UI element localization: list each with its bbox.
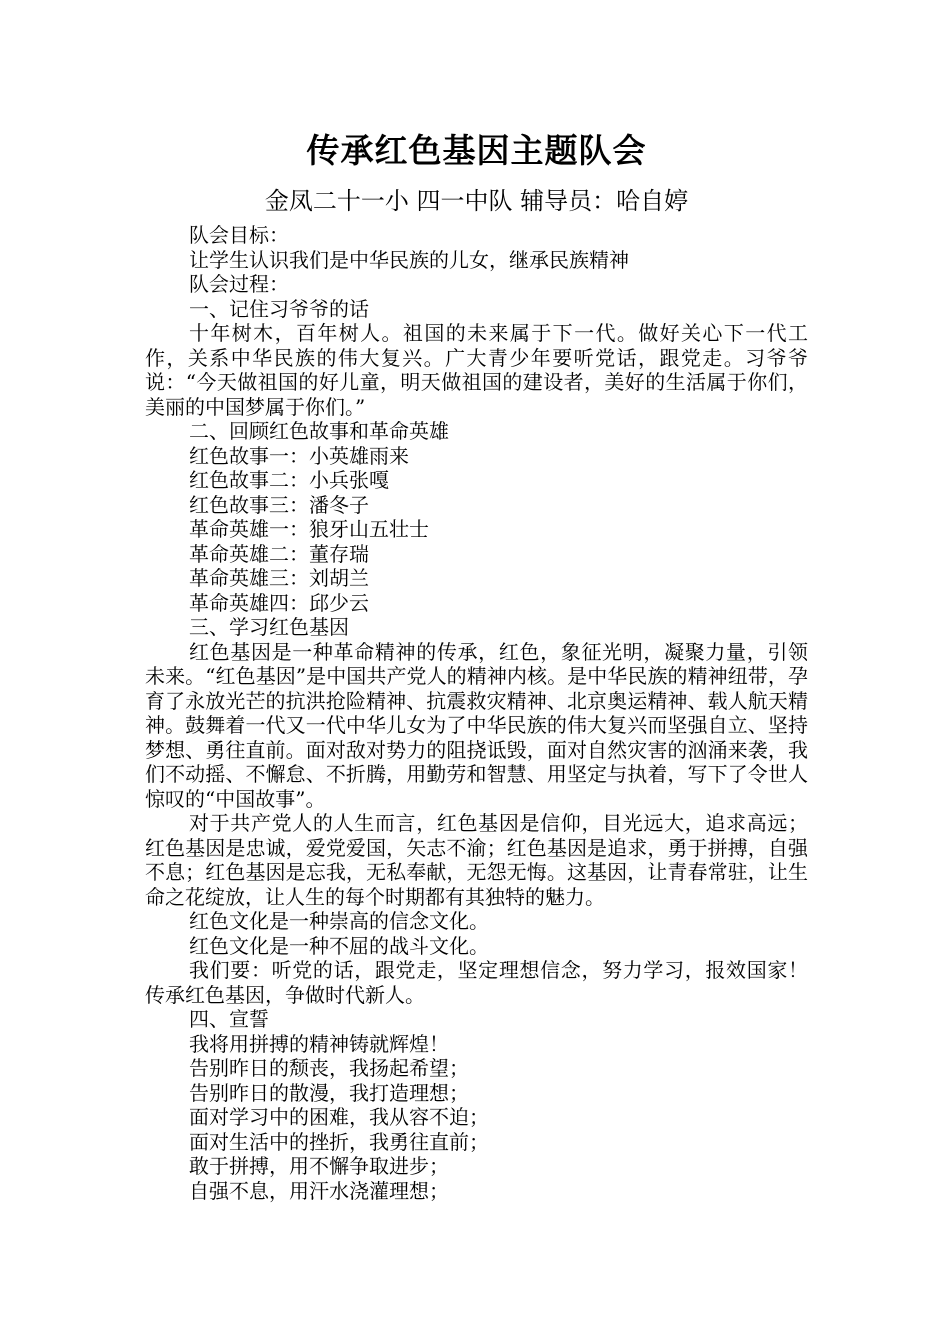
body-paragraph: 革命英雄三：刘胡兰 xyxy=(189,566,369,590)
document-body xyxy=(145,223,808,1203)
body-paragraph: 我们要：听党的话，跟党走，坚定理想信念，努力学习，报效国家！传承红色基因，争做时代新人。 xyxy=(145,958,808,1007)
body-paragraph: 革命英雄一：狼牙山五壮士 xyxy=(189,517,429,541)
document-title: 传承红色基因主题队会 xyxy=(306,131,647,170)
body-paragraph: 红色文化是一种不屈的战斗文化。 xyxy=(189,933,489,958)
body-paragraph: 革命英雄四：邱少云 xyxy=(189,590,369,615)
body-paragraph: 十年树木，百年树人。祖国的未来属于下一代。做好关心下一代工作，关系中华民族的伟大复兴。广大青少年要听党话，跟党走。习爷爷说：“今天做祖国的好儿童，明天做祖国的建设者，美好的生活属于你们，美丽的中国梦属于你们。” xyxy=(145,321,808,419)
body-paragraph: 面对生活中的挫折，我勇往直前； xyxy=(189,1129,489,1154)
body-paragraph: 一、记住习爷爷的话 xyxy=(189,296,369,321)
body-paragraph: 让学生认识我们是中华民族的儿女，继承民族精神 xyxy=(189,247,629,272)
body-paragraph: 三、学习红色基因 xyxy=(189,615,349,639)
body-paragraph: 红色故事二：小兵张嘎 xyxy=(189,468,389,492)
body-paragraph: 队会过程： xyxy=(189,272,289,296)
body-paragraph: 告别昨日的颓丧，我扬起希望； xyxy=(189,1056,469,1080)
body-paragraph: 自强不息，用汗水浇灌理想； xyxy=(189,1178,449,1203)
body-paragraph: 敢于拼搏，用不懈争取进步； xyxy=(189,1154,449,1178)
body-paragraph: 队会目标： xyxy=(189,223,289,247)
body-paragraph: 告别昨日的散漫，我打造理想； xyxy=(189,1080,469,1105)
body-paragraph: 对于共产党人的人生而言，红色基因是信仰，目光远大，追求高远；红色基因是忠诚，爱党爱国，矢志不渝；红色基因是追求，勇于拼搏，自强不息；红色基因是忘我，无私奉献，无怨无悔。这基因，让青春常驻，让生命之花绽放，让人生的每个时期都有其独特的魅力。 xyxy=(145,811,808,909)
body-paragraph: 红色基因是一种革命精神的传承，红色，象征光明，凝聚力量，引领未来。“红色基因”是中国共产党人的精神内核。是中华民族的精神纽带，孕育了永放光芒的抗洪抢险精神、抗震救灾精神、北京奥运精神、载人航天精神。鼓舞着一代又一代中华儿女为了中华民族的伟大复兴而坚强自立、坚持梦想、勇往直前。面对敌对势力的阻挠诋毁，面对自然灾害的汹涌来袭，我们不动摇、不懈怠、不折腾，用勤劳和智慧、用坚定与执着，写下了令世人惊叹的“中国故事”。 xyxy=(145,639,808,811)
body-paragraph: 四、宣誓 xyxy=(189,1007,269,1031)
document-subtitle: 金凤二十一小 四一中队 辅导员：哈自婷 xyxy=(264,187,689,215)
body-paragraph: 面对学习中的困难，我从容不迫； xyxy=(189,1105,489,1129)
body-paragraph: 二、回顾红色故事和革命英雄 xyxy=(189,419,449,443)
body-paragraph: 红色故事一：小英雄雨来 xyxy=(189,443,409,468)
body-paragraph: 红色故事三：潘冬子 xyxy=(189,492,369,517)
body-paragraph: 革命英雄二：董存瑞 xyxy=(189,541,369,566)
body-paragraph: 我将用拼搏的精神铸就辉煌！ xyxy=(189,1031,449,1056)
body-paragraph: 红色文化是一种崇高的信念文化。 xyxy=(189,909,489,933)
